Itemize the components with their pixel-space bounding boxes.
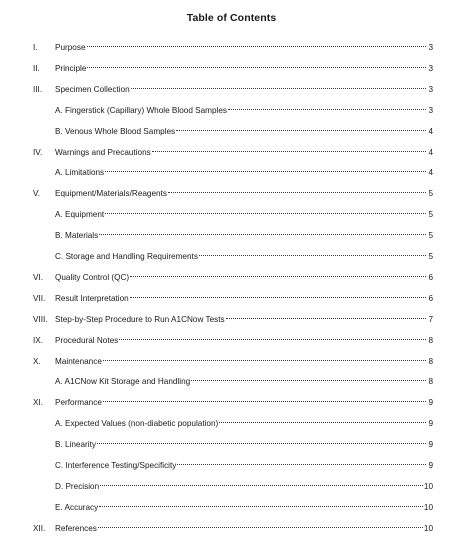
toc-entry[interactable] (55, 370, 433, 387)
toc-entry[interactable] (55, 496, 433, 510)
toc-entry-page-number: 3 (428, 105, 433, 115)
toc-entry[interactable] (33, 391, 433, 408)
toc-dot-leader (168, 182, 426, 196)
toc-entry[interactable] (33, 266, 433, 280)
toc-entry-page-number: 8 (428, 377, 433, 387)
toc-entry-label: Specimen Collection (55, 84, 130, 94)
toc-entry-page-number: 9 (428, 398, 433, 408)
toc-entry-page-number: 10 (423, 523, 433, 533)
toc-entry-number: XII. (33, 523, 46, 533)
toc-entry[interactable] (55, 433, 433, 450)
toc-entry-label: C. Storage and Handling Requirements (55, 252, 198, 261)
toc-dot-leader (226, 308, 426, 322)
toc-entry-page-number: 5 (428, 231, 433, 241)
toc-entry-number: X. (33, 356, 41, 366)
toc-entry[interactable] (55, 161, 433, 178)
toc-dot-leader (105, 203, 426, 217)
toc-entry-label: Maintenance (55, 356, 102, 366)
toc-entry-label: Procedural Notes (55, 335, 119, 345)
toc-entry[interactable] (33, 517, 433, 531)
toc-dot-leader (228, 99, 426, 113)
toc-entry-page-number: 8 (428, 356, 433, 366)
toc-entry[interactable] (33, 36, 433, 50)
toc-entry[interactable] (33, 287, 433, 301)
toc-entry-number: III. (33, 84, 43, 94)
toc-dot-leader (130, 287, 426, 301)
toc-entry-label: B. Materials (55, 231, 99, 241)
toc-entry-label: References (55, 523, 97, 533)
toc-entry-number: IX. (33, 335, 44, 345)
toc-entry[interactable] (55, 203, 433, 220)
toc-entry[interactable] (55, 224, 433, 241)
toc-entry-label: A. Limitations (55, 168, 105, 178)
toc-entry-page-number: 9 (428, 419, 433, 429)
toc-entry-page-number: 4 (428, 126, 433, 136)
toc-entry-label: E. Accuracy (55, 502, 99, 512)
toc-entry[interactable] (33, 78, 433, 92)
toc-entry-page-number: 9 (428, 440, 433, 450)
toc-dot-leader (98, 517, 423, 531)
toc-dot-leader (176, 120, 426, 134)
toc-entry-label: Quality Control (QC) (55, 272, 130, 282)
toc-entry[interactable] (33, 182, 433, 199)
toc-entry-label: Performance (55, 398, 102, 408)
toc-dot-leader (87, 36, 427, 50)
toc-entry-label: B. Linearity (55, 440, 96, 450)
toc-entry-page-number: 3 (428, 63, 433, 73)
toc-dot-leader (219, 412, 426, 426)
toc-dot-leader (87, 57, 426, 71)
toc-entry-page-number: 5 (428, 210, 433, 220)
toc-entry[interactable] (55, 454, 433, 468)
toc-entry-page-number: 3 (428, 43, 433, 52)
toc-entry[interactable] (33, 308, 433, 322)
toc-entry[interactable] (33, 350, 433, 364)
toc-dot-leader (199, 245, 426, 259)
toc-entry[interactable] (55, 475, 433, 489)
toc-entry-label: Warnings and Precautions (55, 147, 151, 157)
toc-dot-leader (99, 224, 426, 238)
toc-entry-label: A. A1CNow Kit Storage and Handling (55, 377, 191, 387)
toc-dot-leader (100, 475, 423, 489)
toc-entry[interactable] (33, 141, 433, 155)
toc-entry-number: VI. (33, 272, 44, 282)
toc-entry-label: Equipment/Materials/Reagents (55, 189, 167, 199)
toc-entry-page-number: 4 (428, 147, 433, 157)
toc-entry-label: Result Interpretation (55, 293, 129, 303)
toc-entry-page-number: 6 (428, 272, 433, 282)
toc-dot-leader (97, 433, 426, 447)
toc-dot-leader (131, 78, 426, 92)
toc-entry[interactable] (55, 120, 433, 134)
toc-entry-page-number: 5 (428, 189, 433, 199)
toc-entry-label: A. Equipment (55, 210, 105, 220)
toc-entry-label: C. Interference Testing/Specificity (55, 461, 177, 470)
toc-dot-leader (103, 350, 426, 364)
toc-entry-label: Principle (55, 63, 87, 73)
toc-dot-leader (99, 496, 423, 510)
toc-dot-leader (191, 370, 426, 384)
toc-entry-page-number: 3 (428, 84, 433, 94)
toc-dot-leader (119, 329, 426, 343)
toc-dot-leader (105, 161, 426, 175)
toc-entry-number: I. (33, 43, 38, 52)
toc-entry-number: II. (33, 63, 40, 73)
toc-entry-label: A. Expected Values (non-diabetic population) (55, 419, 219, 429)
toc-entry-label: B. Venous Whole Blood Samples (55, 126, 176, 136)
toc-entry-number: IV. (33, 147, 43, 157)
toc-entry-page-number: 9 (428, 461, 433, 470)
toc-entry-page-number: 7 (428, 314, 433, 324)
toc-title: Table of Contents (186, 12, 277, 24)
toc-entry-page-number: 10 (423, 481, 433, 491)
toc-entry-page-number: 5 (428, 252, 433, 261)
toc-entry[interactable] (55, 99, 433, 113)
toc-dot-leader (177, 454, 426, 468)
toc-entry-label: Purpose (55, 43, 86, 52)
toc-entry-label: A. Fingerstick (Capillary) Whole Blood Samples (55, 105, 227, 115)
toc-entry-page-number: 6 (428, 293, 433, 303)
toc-entry[interactable] (33, 329, 433, 343)
toc-entry-number: VIII. (33, 314, 48, 324)
toc-entry[interactable] (55, 412, 433, 429)
toc-dot-leader (152, 141, 426, 155)
toc-entry-number: V. (33, 189, 40, 199)
toc-entry-label: D. Precision (55, 481, 100, 491)
toc-dot-leader (103, 391, 426, 405)
toc-dot-leader (130, 266, 426, 280)
toc-entry-number: XI. (33, 398, 44, 408)
toc-entry[interactable] (33, 57, 433, 71)
toc-entry[interactable] (55, 245, 433, 259)
toc-entry-page-number: 10 (423, 502, 433, 512)
toc-entry-label: Step-by-Step Procedure to Run A1CNow Tests (55, 314, 225, 324)
toc-entry-page-number: 4 (428, 168, 433, 178)
toc-entry-number: VII. (33, 293, 46, 303)
toc-entry-page-number: 8 (428, 335, 433, 345)
